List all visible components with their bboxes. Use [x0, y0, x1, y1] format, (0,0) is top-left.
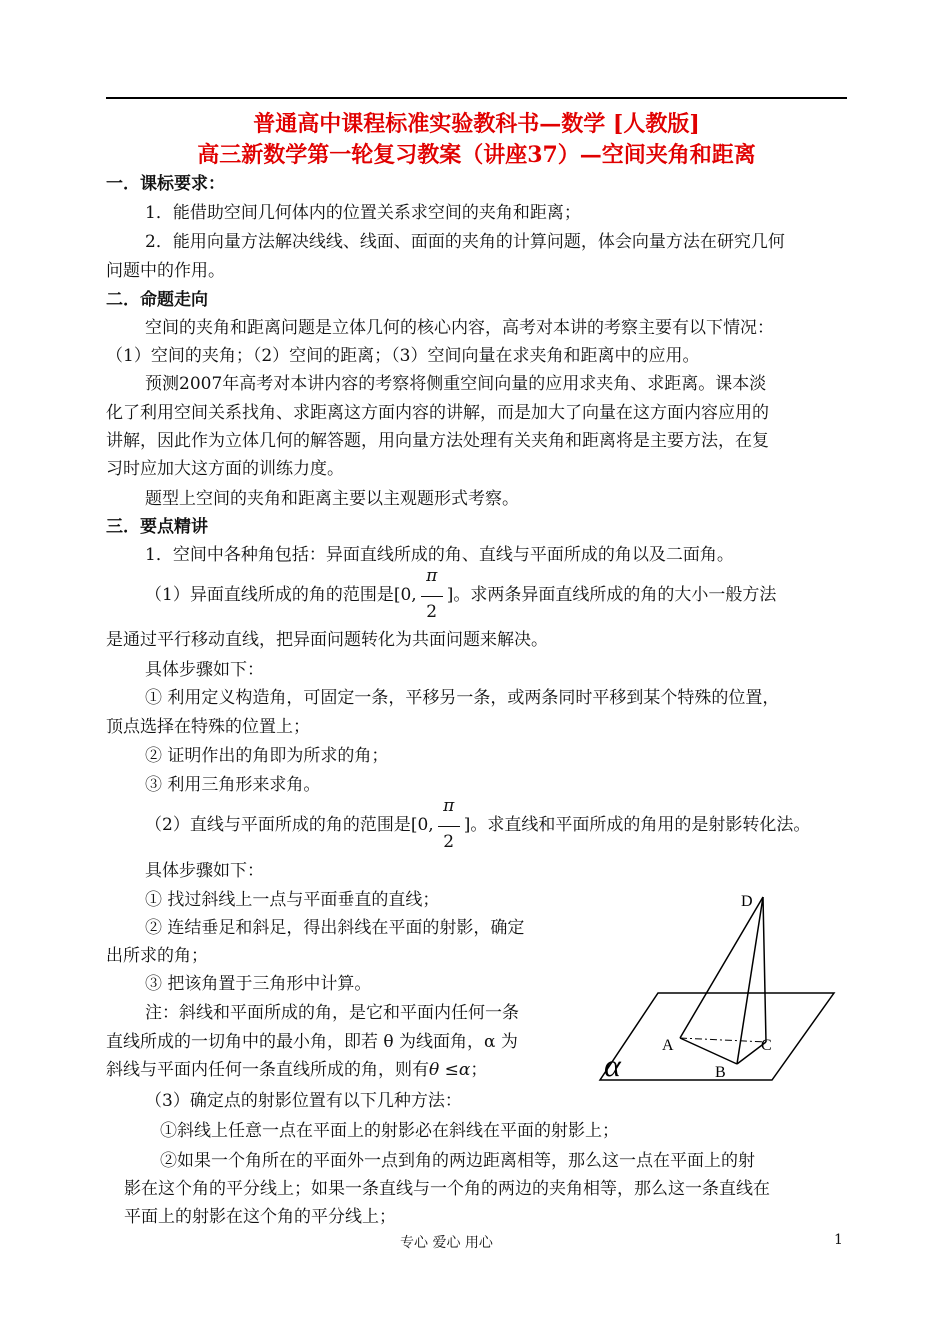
fraction-denominator: 2: [426, 601, 438, 622]
edge-AC-hidden: [680, 1038, 766, 1042]
list-item: 影在这个角的平分线上；如果一条直线与一个角的两边的夹角相等，那么这一条直线在: [124, 1179, 770, 1199]
text: 斜线与平面内任何一条直线所成的角，则有: [106, 1060, 429, 1080]
label-D: D: [741, 893, 753, 910]
paragraph: （1）空间的夹角；（2）空间的距离；（3）空间向量在求夹角和距离中的应用。: [106, 346, 700, 366]
fraction-numerator: π: [443, 795, 455, 816]
pi-over-2-fraction: [417, 565, 447, 622]
step-item: 顶点选择在特殊的位置上；: [106, 717, 310, 737]
section-1-heading: 一．课标要求：: [106, 174, 225, 194]
paragraph: 1．能借助空间几何体内的位置关系求空间的夹角和距离；: [145, 203, 581, 223]
list-item: ①斜线上任意一点在平面上的射影必在斜线在平面的射影上；: [160, 1121, 619, 1141]
note: [106, 1058, 487, 1082]
paragraph: （3）确定点的射影位置有以下几种方法：: [145, 1091, 462, 1111]
edge-DB: [737, 897, 763, 1064]
title-line-2: 高三新数学第一轮复习教案（讲座37）—空间夹角和距离: [197, 142, 756, 168]
paragraph: 讲解，因此作为立体几何的解答题，用向量方法处理有关夹角和距离将是主要方法，在复: [106, 431, 769, 451]
interval-open: [0,: [410, 815, 434, 835]
paragraph: 空间的夹角和距离问题是立体几何的核心内容，高考对本讲的考察主要有以下情况：: [145, 318, 774, 338]
pi-over-2-fraction: [434, 795, 464, 852]
footer-motto: 专心 爱心 用心: [400, 1235, 493, 1251]
step-item: ① 利用定义构造角，可固定一条，平移另一条，或两条同时平移到某个特殊的位置，: [145, 688, 780, 708]
step-item: 出所求的角；: [106, 946, 208, 966]
paragraph: 习时应加大这方面的训练力度。: [106, 459, 344, 479]
paragraph: 具体步骤如下：: [145, 660, 264, 680]
edge-AB: [680, 1038, 737, 1064]
paragraph: 2．能用向量方法解决线线、线面、面面的夹角的计算问题，体会向量方法在研究几何: [145, 232, 785, 252]
page-number: 1: [834, 1232, 843, 1248]
paragraph-with-interval: [145, 795, 811, 852]
interval-close: ]: [446, 585, 454, 605]
paragraph: 1．空间中各种角包括：异面直线所成的角、直线与平面所成的角以及二面角。: [145, 545, 734, 565]
text: 。求两条异面直线所成的角的大小一般方法: [453, 585, 777, 605]
label-alpha: α: [604, 1047, 621, 1083]
paragraph: 具体步骤如下：: [145, 861, 264, 881]
inequality: θ ≤α: [429, 1060, 471, 1080]
fraction-denominator: 2: [443, 831, 455, 852]
header-rule: [106, 97, 847, 99]
section-2-heading: 二．命题走向: [106, 290, 208, 310]
label-C: C: [761, 1037, 772, 1054]
text: （1）异面直线所成的角的范围是: [145, 585, 394, 605]
edge-DC: [763, 897, 766, 1042]
fraction-numerator: π: [426, 565, 438, 586]
paragraph: 预测2007年高考对本讲内容的考察将侧重空间向量的应用求夹角、求距离。课本淡: [145, 374, 767, 394]
interval-close: ]: [463, 815, 471, 835]
step-item: ① 找过斜线上一点与平面垂直的直线；: [145, 890, 440, 910]
text: 。求直线和平面所成的角用的是射影转化法。: [470, 815, 811, 835]
note: 直线所成的一切角中的最小角，即若 θ 为线面角，α 为: [106, 1032, 518, 1052]
paragraph-with-interval: [145, 565, 777, 622]
paragraph: 问题中的作用。: [106, 261, 225, 281]
interval-open: [0,: [393, 585, 417, 605]
paragraph: 化了利用空间关系找角、求距离这方面内容的讲解，而是加大了向量在这方面内容应用的: [106, 403, 769, 423]
text: ；: [470, 1060, 488, 1080]
label-B: B: [715, 1064, 726, 1081]
step-item: ③ 利用三角形来求角。: [145, 775, 321, 795]
paragraph: 是通过平行移动直线，把异面问题转化为共面问题来解决。: [106, 630, 548, 650]
edge-DA: [680, 897, 763, 1038]
label-A: A: [662, 1037, 674, 1054]
step-item: ② 连结垂足和斜足，得出斜线在平面的射影，确定: [145, 918, 525, 938]
geometry-figure: [596, 880, 846, 1085]
paragraph: 题型上空间的夹角和距离主要以主观题形式考察。: [145, 489, 519, 509]
step-item: ② 证明作出的角即为所求的角；: [145, 746, 389, 766]
list-item: ②如果一个角所在的平面外一点到角的两边距离相等，那么这一点在平面上的射: [160, 1151, 755, 1171]
title-line-1: 普通高中课程标准实验教科书—数学 [人教版]: [253, 111, 700, 137]
section-3-heading: 三．要点精讲: [106, 517, 208, 537]
step-item: ③ 把该角置于三角形中计算。: [145, 974, 372, 994]
text: （2）直线与平面所成的角的范围是: [145, 815, 411, 835]
list-item: 平面上的射影在这个角的平分线上；: [124, 1207, 396, 1227]
note: 注：斜线和平面所成的角，是它和平面内任何一条: [145, 1003, 519, 1023]
